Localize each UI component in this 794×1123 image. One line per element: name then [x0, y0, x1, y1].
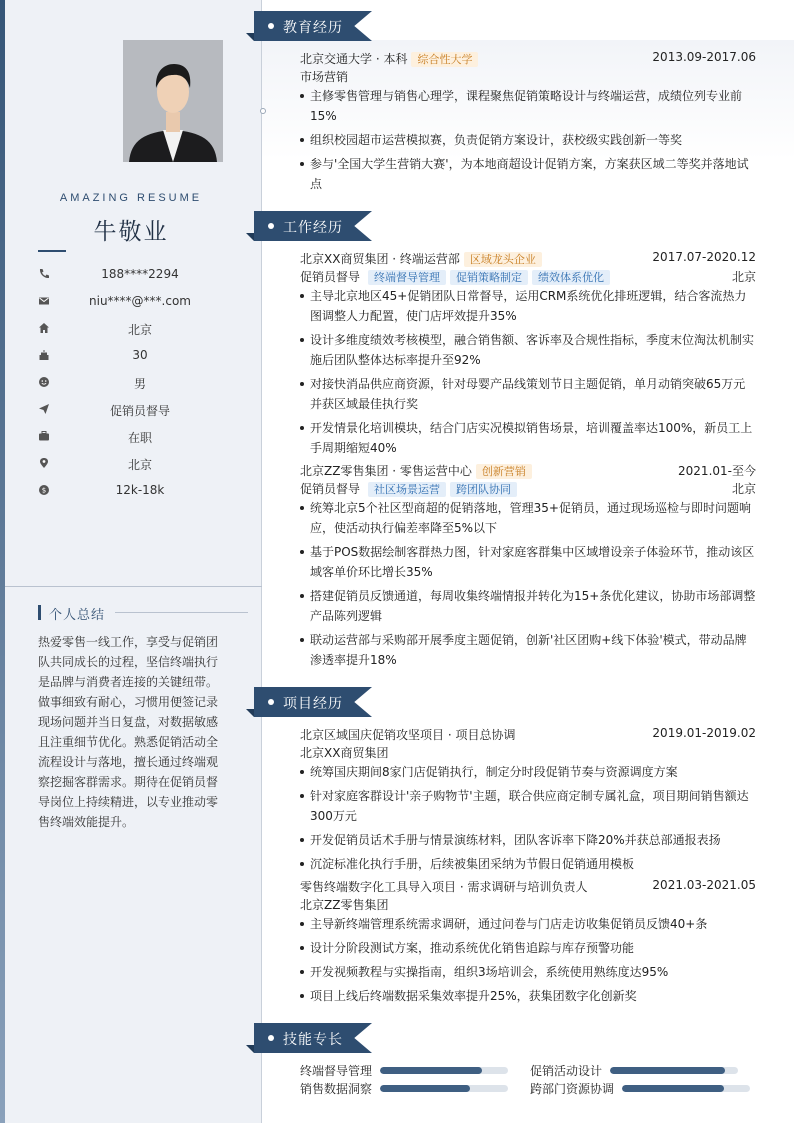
sidebar	[0, 0, 262, 1123]
skill-item	[300, 1061, 510, 1079]
info-value: 在职	[127, 431, 152, 445]
work-city: 北京	[731, 482, 756, 496]
project-date: 2021.03-2021.05	[652, 878, 756, 892]
project-header-row	[300, 726, 756, 744]
header-dot	[268, 223, 274, 229]
project-name: 零售终端数字化工具导入项目 · 需求调研与培训负责人	[300, 880, 588, 894]
smiley-icon	[38, 376, 50, 388]
send-icon	[38, 403, 50, 415]
list-item: 开发视频教程与实操指南，组织3场培训会，系统使用熟练度达95%	[300, 962, 756, 982]
list-item: 开发促销员话术手册与情景演练材料，团队客诉率下降20%并获总部通报表扬	[300, 830, 756, 850]
summary-heading-rule	[115, 612, 248, 613]
list-item: 主导北京地区45+促销团队日常督导，运用CRM系统优化排班逻辑，结合客流热力图调整人力配置，使门店坪效提升35%	[300, 286, 756, 326]
info-value: 12k-18k	[115, 483, 165, 497]
major-row	[300, 68, 756, 86]
info-value: 促销员督导	[109, 404, 170, 418]
header-fold	[246, 1045, 254, 1053]
education-date: 2013.09-2017.06	[652, 50, 756, 64]
project-entry-2	[300, 878, 756, 1010]
home-icon	[38, 322, 50, 334]
summary-heading-bar	[38, 605, 41, 620]
project-header-row	[300, 878, 756, 896]
list-item: 统筹北京5个社区型商超的促销落地，管理35+促销员，通过现场巡检与即时问题响应，使活动执行偏差率降至5%以下	[300, 498, 756, 538]
info-value: 北京	[127, 323, 152, 337]
education-header-row	[300, 50, 756, 68]
header-fold	[246, 233, 254, 241]
major: 市场营销	[300, 70, 349, 84]
role-row	[300, 268, 756, 286]
info-residence	[0, 317, 262, 344]
project-bullets	[300, 914, 756, 1006]
skill-bar-fill	[380, 1085, 470, 1092]
work-date: 2021.01-至今	[678, 464, 756, 478]
section-title: 工作经历	[283, 220, 343, 236]
education-entry	[300, 50, 756, 198]
work-header-row	[300, 250, 756, 268]
education-bullets	[300, 86, 756, 194]
section-title: 项目经历	[283, 696, 343, 712]
skill-name: 终端督导管理	[300, 1064, 373, 1078]
work-bullets	[300, 286, 756, 458]
role: 促销员督导	[300, 482, 361, 496]
project-name: 北京区域国庆促销攻坚项目 · 项目总协调	[300, 728, 516, 742]
header-dot	[268, 1035, 274, 1041]
project-org: 北京ZZ零售集团	[300, 898, 389, 912]
location-pin-icon	[38, 457, 50, 469]
work-entry-1	[300, 250, 756, 462]
phone-icon	[38, 268, 50, 280]
skill-bar-track	[622, 1085, 750, 1092]
mail-icon	[38, 295, 50, 307]
section-header-projects	[254, 687, 372, 717]
avatar	[123, 40, 223, 162]
cake-icon	[38, 349, 50, 361]
list-item: 设计多维度绩效考核模型，融合销售额、客诉率及合规性指标，季度末位淘汰机制实施后团队整体达标率提升至92%	[300, 330, 756, 370]
company-name: 北京ZZ零售集团 · 零售运营中心	[300, 464, 472, 478]
sidebar-accent-edge	[0, 0, 5, 1123]
list-item: 对接快消品供应商资源，针对母婴产品线策划节日主题促销，单月动销突破65万元并获区域最佳执行奖	[300, 374, 756, 414]
section-header-education	[254, 11, 372, 41]
project-entry-1	[300, 726, 756, 878]
info-gender	[0, 371, 262, 398]
avatar-portrait-icon	[123, 40, 223, 162]
list-item: 沉淀标准化执行手册，后续被集团采纳为节假日促销通用模板	[300, 854, 756, 874]
project-bullets	[300, 762, 756, 874]
school-name: 北京交通大学 · 本科	[300, 52, 408, 66]
company-tag: 创新营销	[476, 464, 532, 479]
section-title: 教育经历	[283, 20, 343, 36]
work-bullets	[300, 498, 756, 670]
skill-name: 促销活动设计	[530, 1064, 603, 1078]
timeline-dot	[260, 108, 266, 114]
skill-item	[300, 1079, 510, 1097]
skill-bar-fill	[622, 1085, 724, 1092]
skill-item	[530, 1079, 760, 1097]
svg-text:$: $	[41, 486, 47, 495]
info-job-status	[0, 425, 262, 452]
project-date: 2019.01-2019.02	[652, 726, 756, 740]
summary-title: 个人总结	[49, 608, 106, 623]
school-tag: 综合性大学	[411, 52, 478, 67]
list-item: 参与'全国大学生营销大赛'，为本地商超设计促销方案，方案获区域二等奖并落地试点	[300, 154, 756, 194]
company-tag: 区域龙头企业	[464, 252, 542, 267]
skill-bar-track	[610, 1067, 738, 1074]
section-title: 技能专长	[283, 1032, 343, 1048]
info-phone	[0, 263, 262, 290]
contact-info-list	[0, 263, 262, 506]
work-header-row	[300, 462, 756, 480]
resume-eyebrow: AMAZING RESUME	[59, 192, 203, 204]
header-fold	[246, 33, 254, 41]
header-dot	[268, 699, 274, 705]
work-city: 北京	[731, 270, 756, 284]
role-row	[300, 480, 756, 498]
list-item: 搭建促销员反馈通道，每周收集终端情报并转化为15+条优化建议，协助市场部调整产品陈列逻辑	[300, 586, 756, 626]
skill-tag: 终端督导管理	[368, 270, 446, 285]
work-date: 2017.07-2020.12	[652, 250, 756, 264]
info-value: niu****@***.com	[89, 294, 191, 308]
project-org-row	[300, 896, 756, 914]
list-item: 项目上线后终端数据采集效率提升25%，获集团数字化创新奖	[300, 986, 756, 1006]
role: 促销员督导	[300, 270, 361, 284]
list-item: 设计分阶段测试方案，推动系统优化销售追踪与库存预警功能	[300, 938, 756, 958]
info-value: 188****2294	[101, 267, 179, 281]
list-item: 主导新终端管理系统需求调研，通过问卷与门店走访收集促销员反馈40+条	[300, 914, 756, 934]
skill-bar-track	[380, 1067, 508, 1074]
info-email	[0, 290, 262, 317]
name-underline	[38, 250, 66, 252]
skill-bar-fill	[610, 1067, 725, 1074]
work-entry-2	[300, 462, 756, 674]
skill-tag: 绩效体系优化	[532, 270, 610, 285]
project-org: 北京XX商贸集团	[300, 746, 389, 760]
list-item: 主修零售管理与销售心理学，课程聚焦促销策略设计与终端运营，成绩位列专业前15%	[300, 86, 756, 126]
skill-bar-track	[380, 1085, 508, 1092]
project-org-row	[300, 744, 756, 762]
summary-text: 热爱零售一线工作，享受与促销团队共同成长的过程，坚信终端执行是品牌与消费者连接的关键纽带。做事细致有耐心，习惯用便签记录现场问题并当日复盘，对数据敏感且注重细节优化。熟悉促销活动全流程设计与落地，擅长通过终端观察挖掘客群需求。期待在促销员督导岗位上持续精进，以专业推动零售终端效能提升。	[38, 635, 219, 829]
info-age	[0, 344, 262, 371]
money-icon	[38, 484, 50, 496]
list-item: 开发情景化培训模块，结合门店实况模拟销售场景，培训覆盖率达100%，新员工上手周期缩短40%	[300, 418, 756, 458]
section-header-work	[254, 211, 372, 241]
briefcase-icon	[38, 430, 50, 442]
list-item: 针对家庭客群设计'亲子购物节'主题，联合供应商定制专属礼盒，项目期间销售额达300万元	[300, 786, 756, 826]
skill-tag: 促销策略制定	[450, 270, 528, 285]
header-fold	[246, 709, 254, 717]
list-item: 组织校园超市运营模拟赛，负责促销方案设计，获校级实践创新一等奖	[300, 130, 756, 150]
list-item: 基于POS数据绘制客群热力图，针对家庭客群集中区域增设亲子体验环节，推动该区域客单价环比增长35%	[300, 542, 756, 582]
sidebar-divider	[5, 586, 262, 587]
list-item: 联动运营部与采购部开展季度主题促销，创新'社区团购+线下体验'模式，带动品牌渗透率提升18%	[300, 630, 756, 670]
header-dot	[268, 23, 274, 29]
info-target-position	[0, 398, 262, 425]
skill-tag: 跨团队协同	[450, 482, 517, 497]
info-value: 30	[132, 348, 148, 362]
summary-heading	[38, 604, 248, 622]
section-header-skills	[254, 1023, 372, 1053]
info-salary	[0, 479, 262, 506]
company-name: 北京XX商贸集团 · 终端运营部	[300, 252, 460, 266]
skill-name: 跨部门资源协调	[530, 1082, 615, 1096]
skill-item	[530, 1061, 760, 1079]
info-value: 男	[133, 377, 146, 391]
skill-tag: 社区场景运营	[368, 482, 446, 497]
skill-name: 销售数据洞察	[300, 1082, 373, 1096]
candidate-name: 牛敬业	[93, 219, 169, 245]
info-target-city	[0, 452, 262, 479]
skill-bar-fill	[380, 1067, 482, 1074]
list-item: 统筹国庆期间8家门店促销执行，制定分时段促销节奏与资源调度方案	[300, 762, 756, 782]
info-value: 北京	[127, 458, 152, 472]
